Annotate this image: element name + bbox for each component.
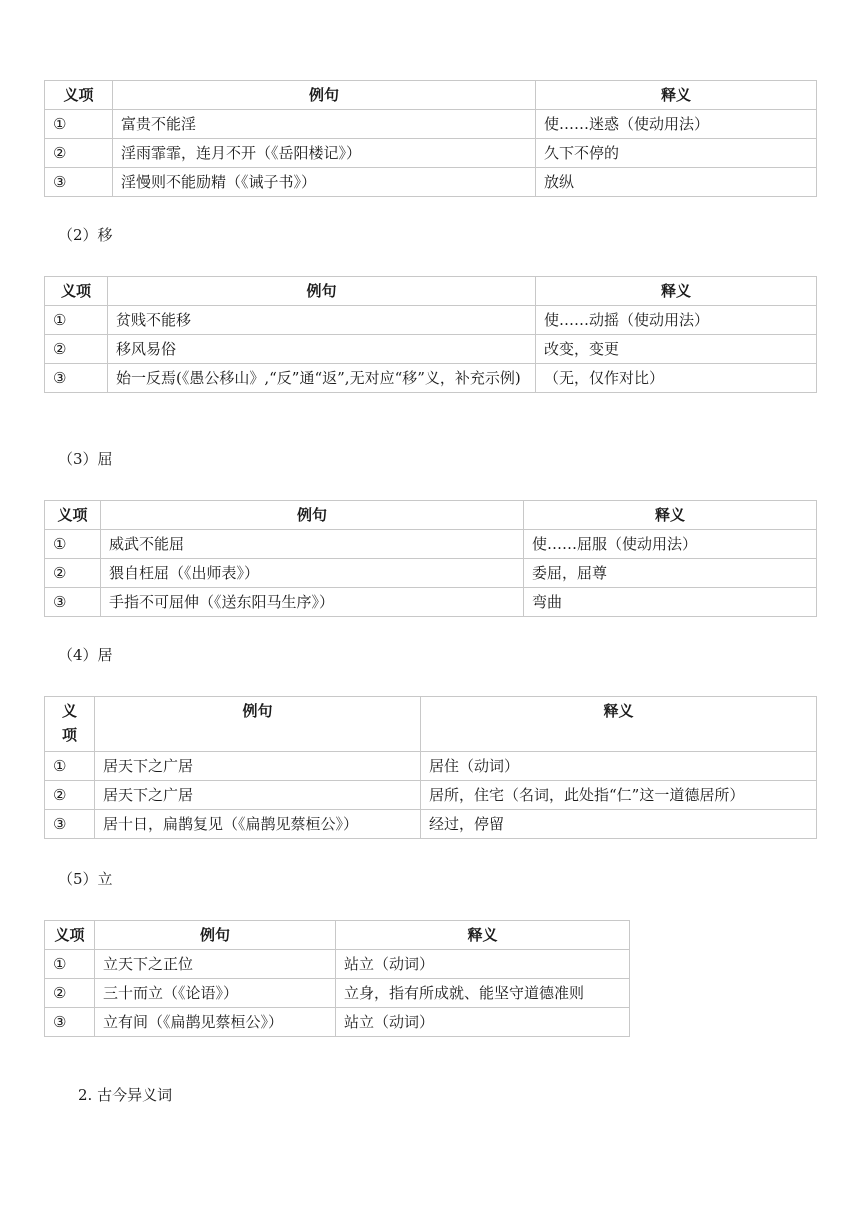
example-sentence: 富贵不能淫 bbox=[113, 110, 536, 139]
definition: 使……屈服（使动用法） bbox=[524, 530, 817, 559]
header-cell-liju: 例句 bbox=[95, 697, 421, 752]
table-row bbox=[45, 168, 817, 197]
definition: 居住（动词） bbox=[421, 752, 817, 781]
header-cell-shiyi: 释义 bbox=[536, 81, 817, 110]
table-5-block bbox=[44, 920, 630, 1037]
table-2-block bbox=[44, 276, 817, 393]
header-cell-yixiang: 义项 bbox=[45, 277, 108, 306]
table-row bbox=[45, 530, 817, 559]
sense-number: ① bbox=[45, 752, 95, 781]
meaning-table-5 bbox=[44, 920, 630, 1037]
section-heading-li: （5）立 bbox=[58, 870, 113, 888]
example-sentence: 居十日，扁鹊复见（《扁鹊见蔡桓公》） bbox=[95, 810, 421, 839]
definition: 改变，变更 bbox=[536, 335, 817, 364]
section-heading-gujin-yiyici: 2. 古今异义词 bbox=[78, 1086, 173, 1104]
table-row bbox=[45, 588, 817, 617]
example-sentence: 淫雨霏霏，连月不开（《岳阳楼记》） bbox=[113, 139, 536, 168]
definition: 放纵 bbox=[536, 168, 817, 197]
definition: 使……动摇（使动用法） bbox=[536, 306, 817, 335]
definition: 久下不停的 bbox=[536, 139, 817, 168]
header-cell-liju: 例句 bbox=[101, 501, 524, 530]
header-cell-yixiang: 义项 bbox=[45, 501, 101, 530]
header-cell-yixiang: 义项 bbox=[45, 697, 95, 752]
table-row bbox=[45, 781, 817, 810]
example-sentence: 居天下之广居 bbox=[95, 781, 421, 810]
table-row bbox=[45, 139, 817, 168]
definition: 立身，指有所成就、能坚守道德准则 bbox=[336, 979, 630, 1008]
definition: 站立（动词） bbox=[336, 1008, 630, 1037]
sense-number: ② bbox=[45, 781, 95, 810]
header-cell-yixiang: 义项 bbox=[45, 81, 113, 110]
meaning-table-4 bbox=[44, 696, 817, 839]
table-3-block bbox=[44, 500, 817, 617]
definition: 居所，住宅（名词，此处指“仁”这一道德居所） bbox=[421, 781, 817, 810]
header-cell-yixiang: 义项 bbox=[45, 921, 95, 950]
sense-number: ② bbox=[45, 139, 113, 168]
section-heading-qu: （3）屈 bbox=[58, 450, 113, 468]
definition: 弯曲 bbox=[524, 588, 817, 617]
table-header-row bbox=[45, 277, 817, 306]
definition: 使……迷惑（使动用法） bbox=[536, 110, 817, 139]
sense-number: ② bbox=[45, 559, 101, 588]
sense-number: ③ bbox=[45, 364, 108, 393]
example-sentence: 三十而立（《论语》） bbox=[95, 979, 336, 1008]
sense-number: ① bbox=[45, 306, 108, 335]
sense-number: ③ bbox=[45, 588, 101, 617]
table-row bbox=[45, 559, 817, 588]
sense-number: ① bbox=[45, 110, 113, 139]
header-cell-shiyi: 释义 bbox=[536, 277, 817, 306]
header-cell-shiyi: 释义 bbox=[336, 921, 630, 950]
table-row bbox=[45, 979, 630, 1008]
table-header-row bbox=[45, 501, 817, 530]
section-heading-yi: （2）移 bbox=[58, 226, 113, 244]
header-cell-liju: 例句 bbox=[95, 921, 336, 950]
definition: （无，仅作对比） bbox=[536, 364, 817, 393]
sense-number: ② bbox=[45, 979, 95, 1008]
meaning-table-2 bbox=[44, 276, 817, 393]
definition: 经过，停留 bbox=[421, 810, 817, 839]
header-cell-shiyi: 释义 bbox=[524, 501, 817, 530]
sense-number: ③ bbox=[45, 810, 95, 839]
example-sentence: 始一反焉(《愚公移山》,“反”通“返”,无对应“移”义，补充示例) bbox=[108, 364, 536, 393]
table-row bbox=[45, 810, 817, 839]
table-row bbox=[45, 364, 817, 393]
example-sentence: 手指不可屈伸（《送东阳马生序》） bbox=[101, 588, 524, 617]
header-cell-liju: 例句 bbox=[108, 277, 536, 306]
table-header-row bbox=[45, 697, 817, 752]
table-header-row bbox=[45, 81, 817, 110]
example-sentence: 贫贱不能移 bbox=[108, 306, 536, 335]
example-sentence: 移风易俗 bbox=[108, 335, 536, 364]
example-sentence: 立有间（《扁鹊见蔡桓公》） bbox=[95, 1008, 336, 1037]
meaning-table-1 bbox=[44, 80, 817, 197]
table-4-block bbox=[44, 696, 817, 839]
definition: 委屈，屈尊 bbox=[524, 559, 817, 588]
section-heading-ju: （4）居 bbox=[58, 646, 113, 664]
definition: 站立（动词） bbox=[336, 950, 630, 979]
example-sentence: 淫慢则不能励精（《诫子书》） bbox=[113, 168, 536, 197]
table-header-row bbox=[45, 921, 630, 950]
example-sentence: 立天下之正位 bbox=[95, 950, 336, 979]
sense-number: ③ bbox=[45, 1008, 95, 1037]
header-cell-shiyi: 释义 bbox=[421, 697, 817, 752]
sense-number: ① bbox=[45, 950, 95, 979]
meaning-table-3 bbox=[44, 500, 817, 617]
table-row bbox=[45, 950, 630, 979]
sense-number: ③ bbox=[45, 168, 113, 197]
table-row bbox=[45, 752, 817, 781]
sense-number: ② bbox=[45, 335, 108, 364]
sense-number: ① bbox=[45, 530, 101, 559]
table-row bbox=[45, 335, 817, 364]
table-1-block bbox=[44, 80, 817, 197]
example-sentence: 威武不能屈 bbox=[101, 530, 524, 559]
table-row bbox=[45, 110, 817, 139]
table-row bbox=[45, 306, 817, 335]
header-cell-liju: 例句 bbox=[113, 81, 536, 110]
example-sentence: 猥自枉屈（《出师表》） bbox=[101, 559, 524, 588]
example-sentence: 居天下之广居 bbox=[95, 752, 421, 781]
table-row bbox=[45, 1008, 630, 1037]
